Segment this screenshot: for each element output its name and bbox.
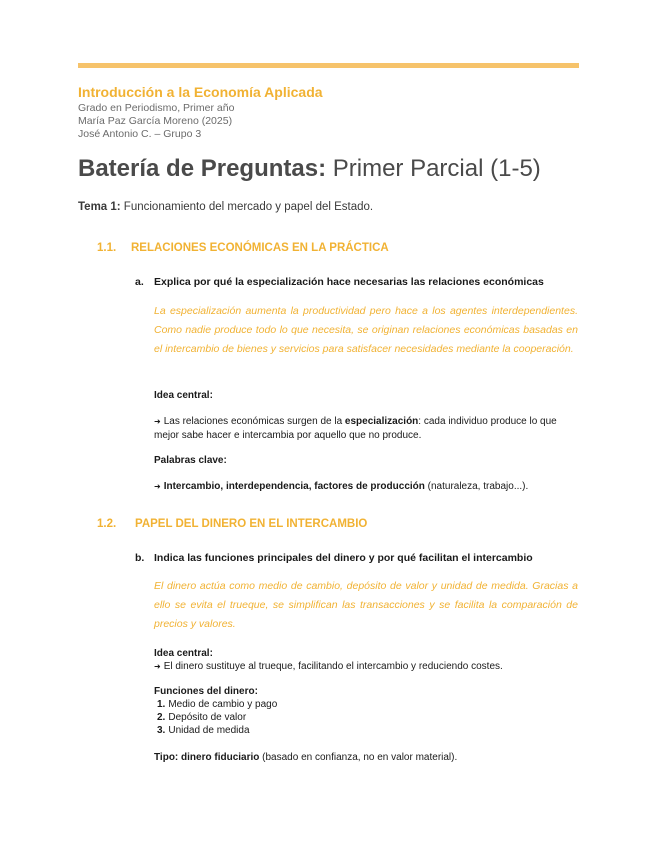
page-title-rest: Primer Parcial (1-5) [326, 155, 541, 182]
section-title: RELACIONES ECONÓMICAS EN LA PRÁCTICA [131, 242, 389, 254]
question-text: Explica por qué la especialización hace necesarias las relaciones económicas [154, 276, 544, 288]
function-item-2 [157, 712, 246, 723]
list-number: 1. [157, 699, 166, 710]
money-type-bold: Tipo: dinero fiduciario [154, 752, 260, 763]
topic-label: Tema 1: [78, 201, 121, 213]
function-item-1 [157, 699, 277, 710]
question-a [135, 276, 544, 288]
degree-line: Grado en Periodismo, Primer año [78, 102, 235, 114]
answer-a: La especialización aumenta la productividad pero hace a los agentes interdependientes. Como nadie produce todo lo que necesita, se originan relaciones económicas basadas en el intercambio de bienes y servicios para satisfacer necesidades mediante la cooperación. [154, 305, 578, 355]
page-title-bold: Batería de Preguntas: [78, 155, 327, 182]
section-heading-1-2 [97, 518, 367, 530]
question-letter: b. [135, 552, 145, 564]
arrow-icon: ➜ [154, 482, 161, 491]
section-number: 1.2. [97, 518, 117, 530]
keywords-label: Palabras clave: [154, 455, 227, 466]
section-heading-1-1 [97, 242, 389, 254]
keywords-text [154, 480, 580, 494]
idea-text: El dinero sustituye al trueque, facilitando el intercambio y reduciendo costes. [163, 661, 503, 672]
money-type-post: (basado en confianza, no en valor material). [259, 752, 458, 763]
list-text: Medio de cambio y pago [168, 699, 278, 710]
page-title [78, 155, 541, 183]
arrow-icon: ➜ [154, 417, 161, 426]
list-text: Unidad de medida [168, 725, 250, 736]
idea-central-text [154, 660, 580, 674]
author-line: María Paz García Moreno (2025) [78, 115, 233, 127]
topic-text: Funcionamiento del mercado y papel del Estado. [120, 201, 374, 213]
header-accent-bar [78, 63, 579, 68]
idea-pre: Las relaciones económicas surgen de la [163, 416, 345, 427]
money-type-line [154, 751, 580, 765]
group-line: José Antonio C. – Grupo 3 [78, 128, 202, 140]
question-b [135, 552, 533, 564]
question-letter: a. [135, 276, 144, 288]
topic-line [78, 201, 373, 213]
list-number: 2. [157, 712, 166, 723]
answer-b: El dinero actúa como medio de cambio, depósito de valor y unidad de medida. Gracias a ello se evita el trueque, se simplifican las transacciones y se facilita la comparación de precios y valores. [154, 580, 578, 630]
question-text: Indica las funciones principales del dinero y por qué facilitan el intercambio [154, 552, 533, 564]
keywords-bold: Intercambio, interdependencia, factores de producción [163, 481, 425, 492]
idea-bold: especialización [344, 416, 419, 427]
list-text: Depósito de valor [168, 712, 247, 723]
idea-central-label: Idea central: [154, 648, 213, 659]
idea-post: : cada individuo produce lo que mejor sabe hacer e intercambia por aquello que no produce. [154, 416, 557, 441]
course-title: Introducción a la Economía Aplicada [78, 84, 323, 100]
idea-central-text [154, 415, 580, 443]
section-number: 1.1. [97, 242, 117, 254]
arrow-icon: ➜ [154, 662, 161, 671]
idea-central-label: Idea central: [154, 390, 213, 401]
keywords-post: (naturaleza, trabajo...). [424, 481, 529, 492]
section-title: PAPEL DEL DINERO EN EL INTERCAMBIO [135, 518, 368, 530]
functions-label: Funciones del dinero: [154, 686, 258, 697]
list-number: 3. [157, 725, 166, 736]
function-item-3 [157, 725, 250, 736]
